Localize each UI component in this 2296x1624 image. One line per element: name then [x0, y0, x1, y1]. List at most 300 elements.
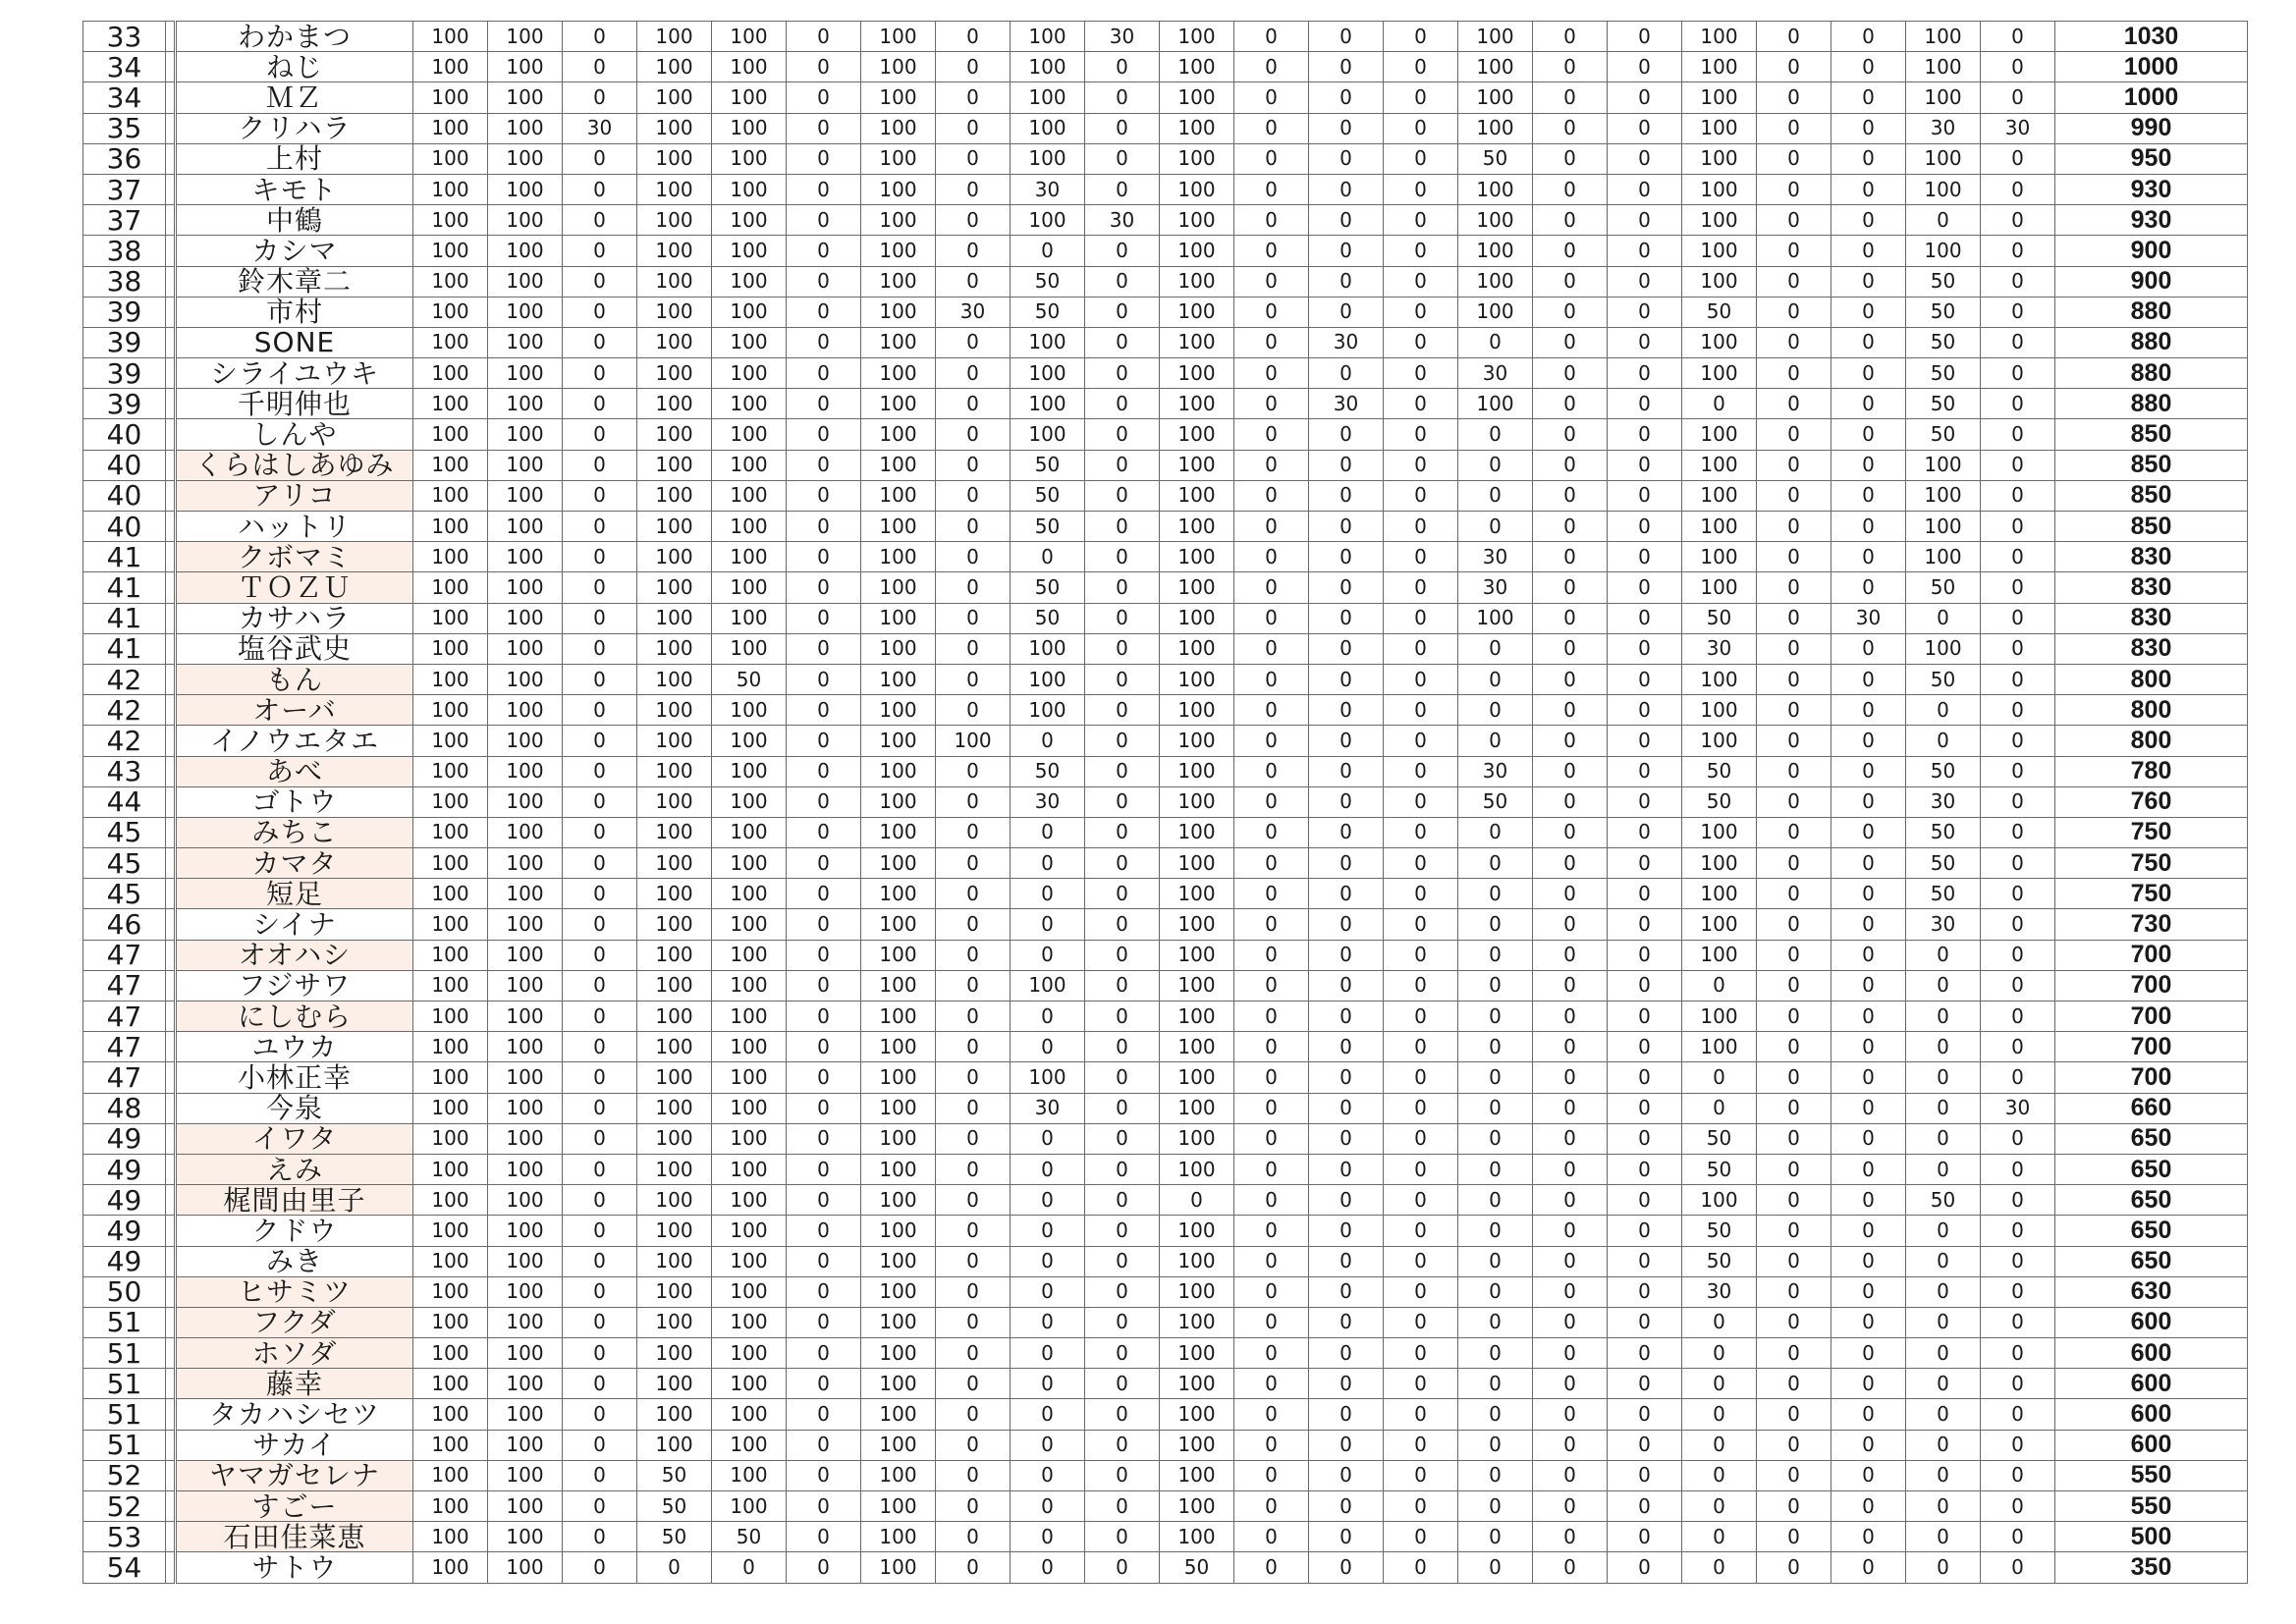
score-cell: 0 — [1682, 1491, 1757, 1522]
score-cell: 0 — [1608, 143, 1682, 174]
divider-cell — [166, 1338, 176, 1369]
total-cell: 700 — [2055, 1001, 2248, 1032]
score-cell: 100 — [488, 909, 563, 940]
score-cell: 0 — [1085, 1154, 1160, 1184]
score-cell: 50 — [1011, 297, 1085, 327]
score-cell: 100 — [712, 909, 787, 940]
score-cell: 30 — [1981, 1093, 2055, 1123]
score-cell: 0 — [1458, 1399, 1533, 1430]
score-cell: 0 — [1085, 82, 1160, 113]
score-cell: 0 — [1085, 266, 1160, 297]
score-cell: 100 — [1011, 143, 1085, 174]
score-cell: 0 — [1757, 879, 1831, 909]
score-cell: 100 — [861, 1460, 936, 1490]
score-cell: 100 — [1682, 327, 1757, 357]
score-cell: 100 — [488, 450, 563, 480]
score-cell: 100 — [712, 389, 787, 419]
score-cell: 0 — [1757, 695, 1831, 726]
score-cell: 0 — [563, 633, 637, 664]
score-cell: 0 — [1234, 909, 1309, 940]
score-cell: 0 — [1981, 572, 2055, 603]
score-cell: 50 — [712, 1522, 787, 1552]
score-cell: 100 — [488, 1216, 563, 1246]
score-cell: 0 — [787, 664, 861, 694]
score-cell: 0 — [1831, 1276, 1906, 1307]
score-cell: 0 — [1384, 419, 1458, 450]
score-cell: 100 — [413, 664, 488, 694]
score-cell: 100 — [861, 1185, 936, 1216]
score-cell: 0 — [563, 1246, 637, 1276]
score-cell: 0 — [1757, 143, 1831, 174]
score-cell: 100 — [488, 695, 563, 726]
rank-cell: 42 — [83, 726, 166, 756]
rank-cell: 47 — [83, 970, 166, 1001]
score-cell: 0 — [1906, 603, 1981, 633]
score-cell: 0 — [1831, 786, 1906, 817]
score-cell: 100 — [861, 174, 936, 204]
score-cell: 100 — [1458, 389, 1533, 419]
score-cell: 0 — [1085, 1460, 1160, 1490]
total-cell: 1030 — [2055, 22, 2248, 52]
name-cell: カマタ — [176, 848, 413, 879]
score-cell: 100 — [861, 1276, 936, 1307]
score-cell: 100 — [1160, 52, 1234, 82]
score-cell: 100 — [1906, 236, 1981, 266]
score-cell: 0 — [1384, 879, 1458, 909]
score-cell: 30 — [1458, 756, 1533, 786]
table-row — [83, 450, 2248, 480]
score-cell: 0 — [787, 389, 861, 419]
score-cell: 0 — [1011, 1522, 1085, 1552]
score-cell: 0 — [1011, 1491, 1085, 1522]
score-cell: 100 — [1160, 1276, 1234, 1307]
score-cell: 100 — [413, 970, 488, 1001]
score-cell: 0 — [1533, 848, 1608, 879]
score-cell: 0 — [1608, 113, 1682, 143]
score-cell: 0 — [1458, 1522, 1533, 1552]
score-cell: 0 — [637, 1552, 712, 1583]
score-cell: 0 — [1831, 205, 1906, 236]
rank-cell: 39 — [83, 389, 166, 419]
table-row — [83, 389, 2248, 419]
score-cell: 100 — [1906, 22, 1981, 52]
score-cell: 0 — [1234, 726, 1309, 756]
divider-cell — [166, 297, 176, 327]
rank-cell: 54 — [83, 1552, 166, 1583]
score-cell: 0 — [1309, 1276, 1384, 1307]
total-cell: 930 — [2055, 174, 2248, 204]
score-cell: 0 — [1533, 1307, 1608, 1337]
score-cell: 0 — [1384, 113, 1458, 143]
score-cell: 0 — [712, 1552, 787, 1583]
score-cell: 100 — [861, 542, 936, 572]
score-cell: 100 — [637, 1001, 712, 1032]
score-cell: 100 — [712, 236, 787, 266]
score-cell: 100 — [637, 1123, 712, 1154]
rank-cell: 47 — [83, 940, 166, 970]
score-cell: 0 — [563, 817, 637, 847]
score-cell: 100 — [1160, 1522, 1234, 1552]
total-cell: 550 — [2055, 1460, 2248, 1490]
score-cell: 100 — [488, 327, 563, 357]
rank-cell: 52 — [83, 1460, 166, 1490]
score-cell: 30 — [1011, 786, 1085, 817]
divider-cell — [166, 512, 176, 542]
score-cell: 100 — [637, 1032, 712, 1062]
score-cell: 50 — [1011, 450, 1085, 480]
score-cell: 0 — [1533, 1522, 1608, 1552]
score-cell: 0 — [936, 1552, 1011, 1583]
score-cell: 100 — [1160, 848, 1234, 879]
score-cell: 100 — [1682, 143, 1757, 174]
score-cell: 100 — [637, 1276, 712, 1307]
score-cell: 100 — [712, 113, 787, 143]
score-cell: 0 — [1608, 1307, 1682, 1337]
score-cell: 0 — [563, 940, 637, 970]
score-cell: 0 — [1906, 1399, 1981, 1430]
score-cell: 0 — [936, 1032, 1011, 1062]
score-cell: 0 — [1533, 1093, 1608, 1123]
divider-cell — [166, 572, 176, 603]
score-cell: 0 — [1608, 1185, 1682, 1216]
score-cell: 0 — [1384, 817, 1458, 847]
score-cell: 0 — [1831, 82, 1906, 113]
score-cell: 0 — [1234, 1185, 1309, 1216]
score-cell: 0 — [787, 695, 861, 726]
score-cell: 0 — [1831, 909, 1906, 940]
score-cell: 0 — [787, 1552, 861, 1583]
score-cell: 0 — [1981, 726, 2055, 756]
score-cell: 100 — [1682, 174, 1757, 204]
score-cell: 0 — [1085, 1491, 1160, 1522]
score-cell: 100 — [1160, 480, 1234, 511]
score-cell: 100 — [1458, 22, 1533, 52]
score-cell: 0 — [1309, 22, 1384, 52]
score-cell: 0 — [1757, 1491, 1831, 1522]
score-cell: 0 — [1608, 695, 1682, 726]
score-cell: 0 — [1682, 1430, 1757, 1460]
score-cell: 0 — [1608, 1246, 1682, 1276]
score-cell: 0 — [563, 236, 637, 266]
score-cell: 0 — [1831, 266, 1906, 297]
score-cell: 0 — [1608, 1430, 1682, 1460]
score-cell: 0 — [1533, 113, 1608, 143]
divider-cell — [166, 542, 176, 572]
score-cell: 100 — [637, 266, 712, 297]
score-cell: 100 — [1160, 817, 1234, 847]
score-cell: 0 — [1085, 389, 1160, 419]
score-cell: 0 — [1682, 389, 1757, 419]
score-cell: 100 — [1160, 1430, 1234, 1460]
score-cell: 0 — [936, 572, 1011, 603]
table-row — [83, 82, 2248, 113]
score-cell: 0 — [1533, 695, 1608, 726]
score-cell: 0 — [1011, 1338, 1085, 1369]
score-cell: 100 — [637, 419, 712, 450]
score-cell: 0 — [1234, 143, 1309, 174]
score-cell: 100 — [712, 1460, 787, 1490]
score-cell: 0 — [563, 1307, 637, 1337]
score-cell: 0 — [1608, 266, 1682, 297]
divider-cell — [166, 695, 176, 726]
name-cell: 千明伸也 — [176, 389, 413, 419]
score-cell: 100 — [861, 726, 936, 756]
score-cell: 0 — [563, 786, 637, 817]
score-cell: 0 — [936, 695, 1011, 726]
name-cell: オーバ — [176, 695, 413, 726]
table-row — [83, 1246, 2248, 1276]
score-cell: 100 — [637, 22, 712, 52]
score-cell: 0 — [1533, 1062, 1608, 1093]
score-cell: 0 — [1981, 970, 2055, 1001]
table-row — [83, 1032, 2248, 1062]
score-cell: 0 — [563, 174, 637, 204]
score-cell: 0 — [1309, 664, 1384, 694]
score-cell: 0 — [1234, 512, 1309, 542]
score-cell: 0 — [936, 480, 1011, 511]
divider-cell — [166, 603, 176, 633]
score-cell: 100 — [637, 512, 712, 542]
score-cell: 0 — [1981, 1216, 2055, 1246]
score-cell: 0 — [1682, 1093, 1757, 1123]
table-row — [83, 1522, 2248, 1552]
divider-cell — [166, 358, 176, 389]
score-cell: 50 — [1906, 419, 1981, 450]
score-cell: 100 — [1458, 205, 1533, 236]
score-cell: 0 — [1309, 1154, 1384, 1184]
total-cell: 1000 — [2055, 82, 2248, 113]
score-cell: 0 — [1458, 1338, 1533, 1369]
total-cell: 990 — [2055, 113, 2248, 143]
score-cell: 0 — [1831, 940, 1906, 970]
score-cell: 50 — [637, 1491, 712, 1522]
score-cell: 0 — [787, 205, 861, 236]
score-cell: 0 — [787, 726, 861, 756]
divider-cell — [166, 419, 176, 450]
score-cell: 100 — [712, 633, 787, 664]
score-cell: 0 — [1906, 1032, 1981, 1062]
score-cell: 0 — [1384, 1522, 1458, 1552]
table-row — [83, 1062, 2248, 1093]
score-cell: 0 — [1085, 52, 1160, 82]
score-cell: 0 — [1309, 143, 1384, 174]
score-cell: 0 — [787, 1062, 861, 1093]
rank-cell: 49 — [83, 1123, 166, 1154]
score-cell: 100 — [712, 480, 787, 511]
score-cell: 100 — [1011, 205, 1085, 236]
score-cell: 0 — [936, 419, 1011, 450]
score-cell: 50 — [1682, 1246, 1757, 1276]
score-cell: 50 — [1458, 143, 1533, 174]
total-cell: 800 — [2055, 664, 2248, 694]
score-cell: 100 — [1906, 542, 1981, 572]
score-cell: 0 — [1309, 572, 1384, 603]
score-cell: 0 — [563, 22, 637, 52]
score-cell: 0 — [787, 970, 861, 1001]
score-cell: 0 — [563, 1522, 637, 1552]
name-cell: すごー — [176, 1491, 413, 1522]
score-cell: 100 — [861, 1154, 936, 1184]
score-cell: 100 — [1160, 450, 1234, 480]
divider-cell — [166, 909, 176, 940]
name-cell: サトウ — [176, 1552, 413, 1583]
score-cell: 0 — [1981, 1032, 2055, 1062]
total-cell: 750 — [2055, 817, 2248, 847]
score-cell: 0 — [1981, 236, 2055, 266]
score-cell: 0 — [1533, 817, 1608, 847]
score-cell: 0 — [787, 1185, 861, 1216]
score-cell: 0 — [1608, 22, 1682, 52]
name-cell: ホソダ — [176, 1338, 413, 1369]
score-cell: 0 — [1608, 848, 1682, 879]
score-cell: 0 — [1981, 1185, 2055, 1216]
divider-cell — [166, 1185, 176, 1216]
score-cell: 100 — [1011, 664, 1085, 694]
table-row — [83, 879, 2248, 909]
score-cell: 100 — [861, 1430, 936, 1460]
divider-cell — [166, 82, 176, 113]
score-cell: 0 — [1085, 1032, 1160, 1062]
score-cell: 0 — [1981, 1246, 2055, 1276]
score-cell: 0 — [936, 786, 1011, 817]
score-cell: 0 — [1608, 1460, 1682, 1490]
score-cell: 0 — [1309, 450, 1384, 480]
score-cell: 100 — [1160, 174, 1234, 204]
score-cell: 100 — [1160, 909, 1234, 940]
score-cell: 0 — [1384, 970, 1458, 1001]
score-cell: 0 — [1981, 1001, 2055, 1032]
score-cell: 0 — [1309, 756, 1384, 786]
score-cell: 0 — [936, 940, 1011, 970]
table-row — [83, 848, 2248, 879]
score-cell: 100 — [712, 817, 787, 847]
score-cell: 100 — [413, 1154, 488, 1184]
score-cell: 100 — [1682, 848, 1757, 879]
score-cell: 0 — [1757, 1460, 1831, 1490]
table-row — [83, 572, 2248, 603]
score-cell: 0 — [1831, 143, 1906, 174]
score-cell: 100 — [637, 756, 712, 786]
score-cell: 0 — [1981, 879, 2055, 909]
score-cell: 100 — [637, 633, 712, 664]
score-cell: 0 — [1757, 1276, 1831, 1307]
name-cell: くらはしあゆみ — [176, 450, 413, 480]
score-cell: 100 — [1011, 113, 1085, 143]
score-cell: 0 — [1458, 695, 1533, 726]
score-cell: 0 — [1234, 1062, 1309, 1093]
score-cell: 0 — [1011, 909, 1085, 940]
score-cell: 0 — [1608, 664, 1682, 694]
score-cell: 100 — [712, 1216, 787, 1246]
score-cell: 0 — [1757, 1246, 1831, 1276]
score-cell: 0 — [1608, 1032, 1682, 1062]
score-cell: 0 — [1011, 1399, 1085, 1430]
score-cell: 100 — [1160, 297, 1234, 327]
score-cell: 0 — [1458, 1093, 1533, 1123]
score-cell: 0 — [1384, 1307, 1458, 1337]
name-cell: 上村 — [176, 143, 413, 174]
score-cell: 0 — [1981, 756, 2055, 786]
score-cell: 100 — [1160, 1062, 1234, 1093]
total-cell: 830 — [2055, 633, 2248, 664]
score-cell: 0 — [1608, 1154, 1682, 1184]
score-cell: 100 — [488, 1001, 563, 1032]
name-cell: タカハシセツ — [176, 1399, 413, 1430]
score-cell: 100 — [413, 205, 488, 236]
score-cell: 50 — [1906, 1185, 1981, 1216]
score-cell: 0 — [1384, 52, 1458, 82]
score-cell: 0 — [1757, 1032, 1831, 1062]
score-cell: 0 — [1831, 419, 1906, 450]
name-cell: フクダ — [176, 1307, 413, 1337]
score-cell: 0 — [787, 236, 861, 266]
score-cell: 0 — [787, 113, 861, 143]
rank-cell: 51 — [83, 1307, 166, 1337]
name-cell: あべ — [176, 756, 413, 786]
score-cell: 100 — [1682, 450, 1757, 480]
score-cell: 100 — [488, 419, 563, 450]
score-cell: 0 — [1234, 297, 1309, 327]
score-cell: 100 — [413, 542, 488, 572]
score-cell: 100 — [936, 726, 1011, 756]
score-cell: 100 — [861, 1001, 936, 1032]
divider-cell — [166, 22, 176, 52]
score-cell: 0 — [787, 1338, 861, 1369]
score-cell: 0 — [1309, 52, 1384, 82]
score-cell: 0 — [1085, 817, 1160, 847]
total-cell: 650 — [2055, 1216, 2248, 1246]
score-cell: 0 — [1533, 236, 1608, 266]
score-cell: 0 — [1906, 1246, 1981, 1276]
score-cell: 0 — [1085, 327, 1160, 357]
score-cell: 0 — [1309, 512, 1384, 542]
score-cell: 100 — [488, 817, 563, 847]
score-cell: 30 — [1458, 542, 1533, 572]
rank-cell: 51 — [83, 1430, 166, 1460]
score-cell: 0 — [1533, 970, 1608, 1001]
score-cell: 0 — [1309, 1032, 1384, 1062]
score-cell: 0 — [1384, 572, 1458, 603]
score-cell: 0 — [1981, 1552, 2055, 1583]
score-cell: 100 — [861, 1552, 936, 1583]
score-cell: 0 — [1309, 1491, 1384, 1522]
score-cell: 100 — [712, 450, 787, 480]
score-cell: 0 — [563, 52, 637, 82]
score-cell: 100 — [1160, 970, 1234, 1001]
score-cell: 100 — [1682, 113, 1757, 143]
score-cell: 0 — [1309, 266, 1384, 297]
score-cell: 0 — [936, 909, 1011, 940]
score-cell: 0 — [1011, 1185, 1085, 1216]
name-cell: クドウ — [176, 1216, 413, 1246]
score-cell: 0 — [1309, 358, 1384, 389]
score-cell: 100 — [488, 52, 563, 82]
score-cell: 0 — [1085, 1338, 1160, 1369]
total-cell: 700 — [2055, 940, 2248, 970]
score-cell: 0 — [1757, 1522, 1831, 1552]
divider-cell — [166, 113, 176, 143]
score-cell: 100 — [1011, 82, 1085, 113]
score-cell: 0 — [1981, 542, 2055, 572]
score-cell: 0 — [1831, 970, 1906, 1001]
score-cell: 0 — [1234, 817, 1309, 847]
score-cell: 100 — [1682, 82, 1757, 113]
score-cell: 0 — [1085, 1093, 1160, 1123]
score-cell: 100 — [1458, 113, 1533, 143]
score-cell: 0 — [563, 1552, 637, 1583]
score-cell: 0 — [1831, 817, 1906, 847]
score-cell: 0 — [1757, 480, 1831, 511]
